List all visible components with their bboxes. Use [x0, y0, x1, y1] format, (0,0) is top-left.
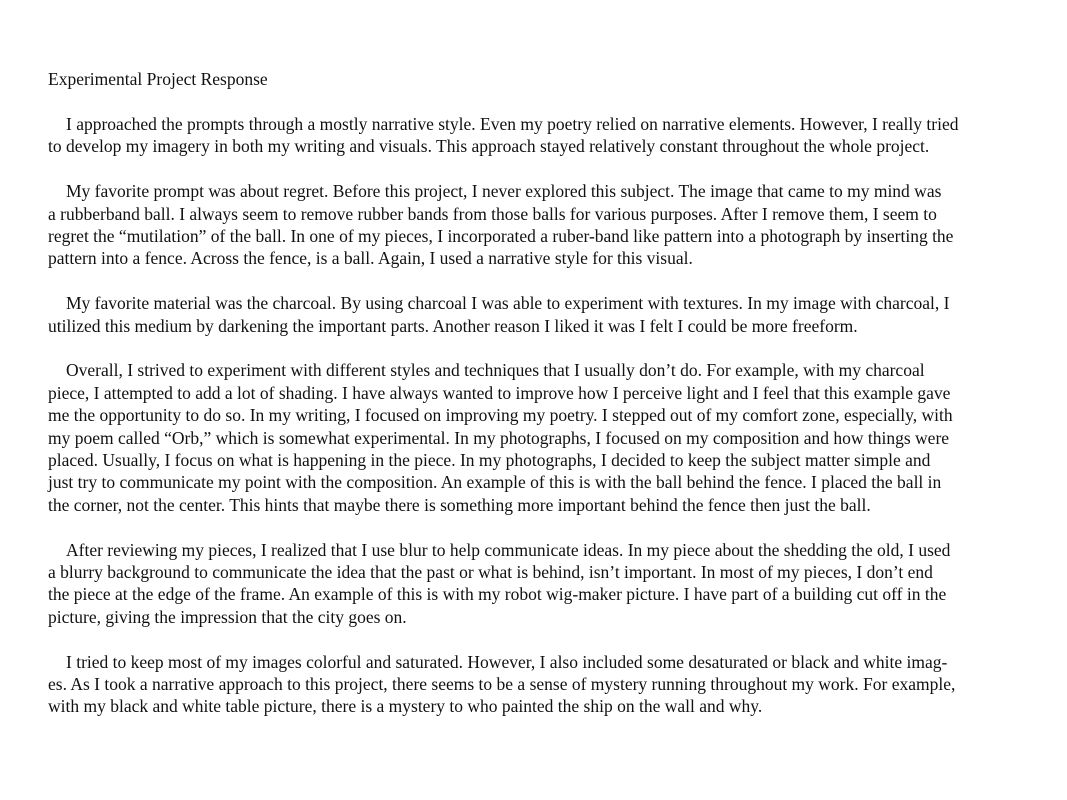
text-line: utilized this medium by darkening the important parts. Another reason I liked it was I felt I could be more freeform. [48, 315, 858, 336]
text-line: I tried to keep most of my images colorful and saturated. However, I also included some desaturated or black and white imag- [66, 651, 948, 672]
paragraph-overall [48, 359, 1023, 516]
paragraph-color [48, 651, 1023, 718]
text-line: My favorite material was the charcoal. By using charcoal I was able to experiment with textures. In my image with charcoal, I [66, 293, 950, 314]
text-line: me the opportunity to do so. In my writing, I focused on improving my poetry. I stepped out of my comfort zone, especially, with [48, 405, 953, 426]
text-line: the piece at the edge of the frame. An example of this is with my robot wig-maker picture. I have part of a building cut off in the [48, 584, 947, 605]
paragraph-approach [48, 113, 1023, 158]
text-line: my poem called “Orb,” which is somewhat experimental. In my photographs, I focused on my composition and how things were [48, 427, 950, 448]
text-line: to develop my imagery in both my writing and visuals. This approach stayed relatively constant throughout the whole project. [48, 136, 930, 157]
paragraph-blur [48, 539, 1023, 629]
text-line: I approached the prompts through a mostly narrative style. Even my poetry relied on narrative elements. However, I really tried [66, 114, 959, 134]
paragraph-regret [48, 180, 1023, 270]
text-line: picture, giving the impression that the city goes on. [48, 606, 407, 627]
text-line: regret the “mutilation” of the ball. In one of my pieces, I incorporated a ruber-band like pattern into a photograph by inserting the [48, 226, 954, 247]
document-page [48, 68, 1023, 740]
text-line: My favorite prompt was about regret. Before this project, I never explored this subject. The image that came to my mind was [66, 181, 942, 202]
text-line: a rubberband ball. I always seem to remove rubber bands from those balls for various purposes. After I remove them, I seem to [48, 203, 937, 224]
text-line: After reviewing my pieces, I realized that I use blur to help communicate ideas. In my piece about the shedding the old, I used [66, 539, 951, 560]
text-line: es. As I took a narrative approach to this project, there seems to be a sense of mystery running throughout my work. For example, [48, 674, 956, 695]
text-line: piece, I attempted to add a lot of shading. I have always wanted to improve how I perceive light and I feel that this example gave [48, 382, 951, 403]
paragraph-charcoal [48, 292, 1023, 337]
text-line: just try to communicate my point with the composition. An example of this is with the ball behind the fence. I placed the ball in [48, 472, 942, 493]
document-title: Experimental Project Response [48, 69, 268, 89]
text-line: the corner, not the center. This hints that maybe there is something more important behind the fence then just the ball. [48, 494, 871, 515]
text-line: pattern into a fence. Across the fence, is a ball. Again, I used a narrative style for this visual. [48, 248, 693, 269]
text-line: Overall, I strived to experiment with different styles and techniques that I usually don’t do. For example, with my charcoal [66, 360, 925, 381]
text-line: a blurry background to communicate the idea that the past or what is behind, isn’t important. In most of my pieces, I don’t end [48, 562, 933, 583]
text-line: with my black and white table picture, there is a mystery to who painted the ship on the wall and why. [48, 696, 763, 717]
text-line: placed. Usually, I focus on what is happening in the piece. In my photographs, I decided to keep the subject matter simple and [48, 450, 931, 471]
